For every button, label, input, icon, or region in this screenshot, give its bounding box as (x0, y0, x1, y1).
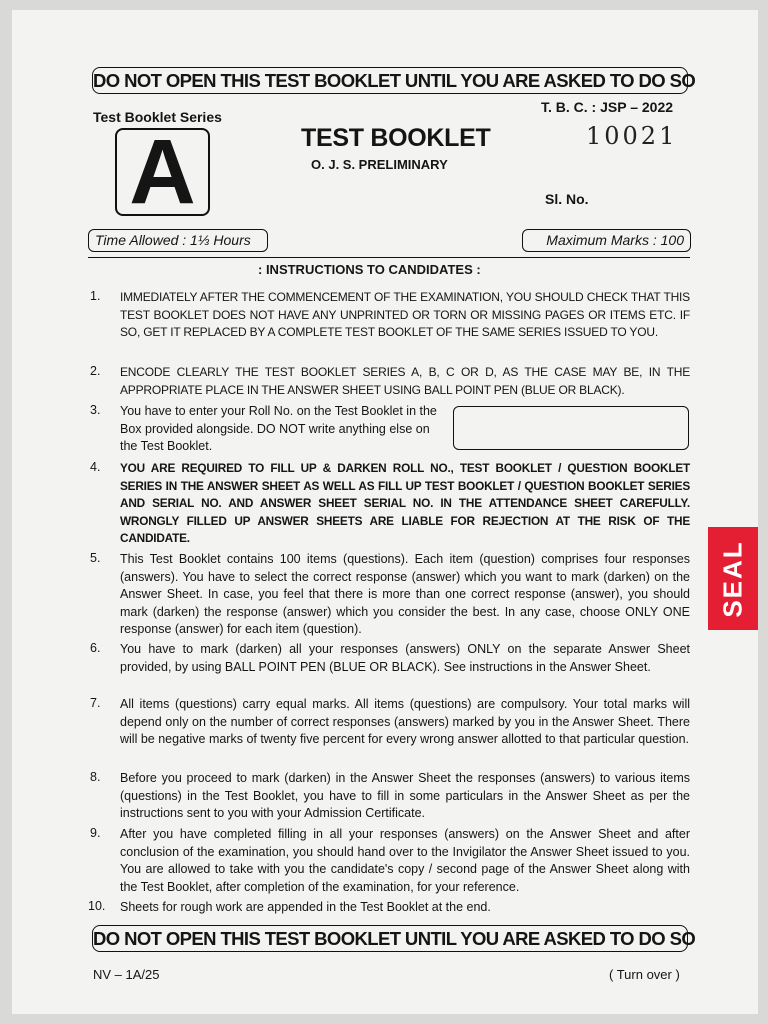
time-allowed-box: Time Allowed : 1⅓ Hours (88, 229, 268, 252)
instruction-number: 1. (90, 289, 101, 303)
instruction-text: After you have completed filling in all your responses (answers) on the Answer Sheet and after conclusion of the examination, you should hand over to the Invigilator the Answer Sheet issued to you. You are allowed to take with you the candidate's copy / second page of the Answer Sheet along with the Test Booklet, after completion of the examination, for your reference. (120, 827, 690, 894)
instruction-text: Sheets for rough work are appended in the Test Booklet at the end. (120, 900, 491, 914)
instruction-text: Before you proceed to mark (darken) in the Answer Sheet the responses (answers) to various items (questions) in the Test Booklet, you have to fill in some particulars in the Answer Sheet as per the instructions sent to you with your Admission Certificate. (120, 771, 690, 820)
instruction-text: This Test Booklet contains 100 items (questions). Each item (question) comprises four responses (answers). You have to select the correct response (answer) which you want to mark (darken) on the Answer Sheet. In case, you feel that there is more than one correct response (answer), you should mark (darken) the response (answer) which you consider the best. In any case, choose ONLY ONE response (answer) for each item (question). (120, 552, 690, 636)
series-label: Test Booklet Series (93, 109, 222, 125)
seal-tab (708, 527, 758, 630)
divider (88, 257, 690, 258)
instruction-text: IMMEDIATELY AFTER THE COMMENCEMENT OF THE EXAMINATION, YOU SHOULD CHECK THAT THIS TEST BOOKLET DOES NOT HAVE ANY UNPRINTED OR TORN OR MISSING PAGES OR ITEMS ETC. IF SO, GET IT REPLACED BY A COMPLETE TEST BOOKLET OF THE SAME SERIES ISSUED TO YOU. (120, 290, 690, 339)
instruction-number: 5. (90, 551, 101, 565)
warning-banner-bottom: DO NOT OPEN THIS TEST BOOKLET UNTIL YOU ARE ASKED TO DO SO (92, 925, 688, 952)
booklet-serial-number: 10021 (586, 122, 678, 150)
seal-label: SEAL (717, 539, 748, 618)
instruction-text: YOU ARE REQUIRED TO FILL UP & DARKEN ROLL NO., TEST BOOKLET / QUESTION BOOKLET SERIES IN THE ANSWER SHEET AS WELL AS FILL UP TEST BOOKLET / QUESTION BOOKLET SERIES AND SERIAL NO. AND ANSWER SHEET SERIAL NO. IN THE ATTENDANCE SHEET CAREFULLY. WRONGLY FILLED UP ANSWER SHEETS ARE LIABLE FOR REJECTION AT THE RISK OF THE CANDIDATE. (120, 461, 690, 545)
instruction-number: 3. (90, 403, 101, 417)
instruction-text: All items (questions) carry equal marks. All items (questions) are compulsory. Your total marks will depend only on the number of correct responses (answers) marked by you in the Answer Sheet. There will be negative marks of twenty five percent for every wrong answer allotted to that particular question. (120, 697, 690, 746)
instruction-number: 4. (90, 460, 101, 474)
instruction-number: 8. (90, 770, 101, 784)
footer-code: NV – 1A/25 (93, 967, 160, 982)
instruction-number: 2. (90, 364, 101, 378)
serial-number-label: Sl. No. (545, 191, 589, 207)
tbc-code: T. B. C. : JSP – 2022 (541, 99, 674, 115)
instruction-number: 10. (88, 899, 106, 913)
turn-over-label: ( Turn over ) (609, 967, 680, 982)
warning-banner-top: DO NOT OPEN THIS TEST BOOKLET UNTIL YOU ARE ASKED TO DO SO (92, 67, 688, 94)
instruction-text: You have to mark (darken) all your responses (answers) ONLY on the separate Answer Sheet provided, by using BALL POINT PEN (BLUE OR BLACK). See instructions in the Answer Sheet. (120, 642, 690, 674)
series-letter-box: A (115, 128, 210, 216)
instruction-number: 7. (90, 696, 101, 710)
instruction-text: You have to enter your Roll No. on the Test Booklet in the Box provided alongside. DO NOT write anything else on the Test Booklet. (120, 404, 437, 453)
instruction-text: ENCODE CLEARLY THE TEST BOOKLET SERIES A, B, C OR D, AS THE CASE MAY BE, IN THE APPROPRIATE PLACE IN THE ANSWER SHEET USING BALL POINT PEN (BLUE OR BLACK). (120, 365, 690, 397)
exam-subtitle: O. J. S. PRELIMINARY (311, 157, 448, 172)
instructions-heading: : INSTRUCTIONS TO CANDIDATES : (258, 262, 481, 277)
page-title: TEST BOOKLET (301, 124, 491, 152)
instruction-number: 9. (90, 826, 101, 840)
roll-number-box[interactable] (453, 406, 689, 450)
instruction-number: 6. (90, 641, 101, 655)
maximum-marks-box: Maximum Marks : 100 (522, 229, 691, 252)
